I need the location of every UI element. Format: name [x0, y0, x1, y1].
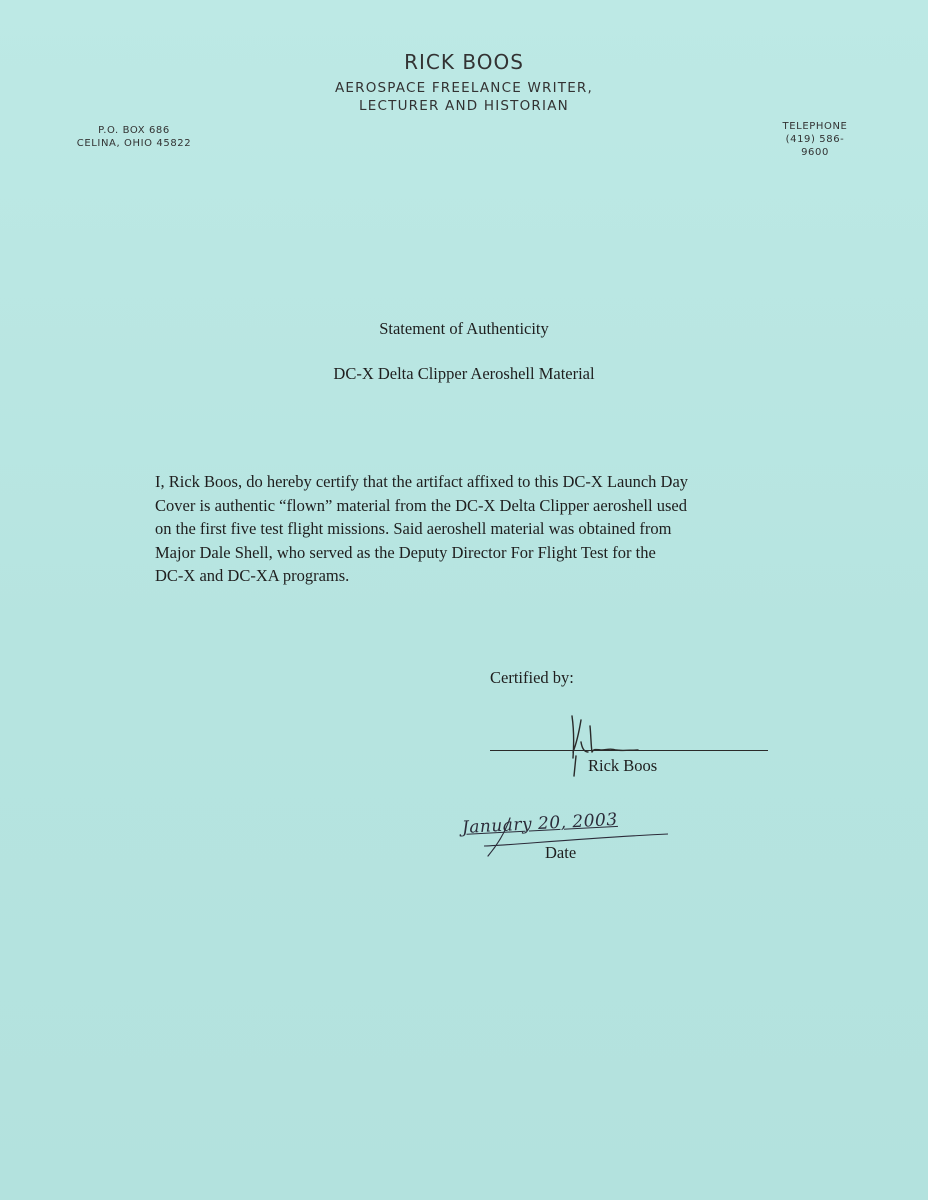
letterhead-name: RICK BOOS: [404, 50, 524, 74]
document-subtitle: DC-X Delta Clipper Aeroshell Material: [333, 364, 595, 383]
certification-paragraph: [155, 470, 795, 588]
letterhead-address: [72, 124, 196, 150]
paragraph-line: Cover is authentic “flown” material from the DC-X Delta Clipper aeroshell used: [155, 495, 687, 515]
paragraph-line: DC-X and DC-XA programs.: [155, 566, 350, 585]
certified-by-label: Certified by:: [490, 668, 574, 687]
handwritten-date: January 20, 2003: [461, 809, 619, 838]
document-title: Statement of Authenticity: [379, 319, 549, 338]
letterhead-telephone: [772, 120, 858, 159]
address-line1: P.O. BOX 686: [98, 125, 170, 136]
letterhead-occupation-line2: LECTURER AND HISTORIAN: [359, 98, 569, 114]
paragraph-line: I, Rick Boos, do hereby certify that the artifact affixed to this DC-X Launch Day: [155, 472, 689, 491]
paragraph-line: Major Dale Shell, who served as the Deputy Director For Flight Test for the: [155, 542, 656, 562]
date-label: Date: [545, 843, 577, 862]
telephone-label: TELEPHONE: [782, 121, 848, 132]
paragraph-line: on the first five test flight missions. Said aeroshell material was obtained from: [155, 519, 672, 538]
telephone-number: (419) 586-9600: [785, 134, 845, 158]
signer-name: Rick Boos: [588, 756, 658, 775]
address-line2: CELINA, OHIO 45822: [76, 138, 192, 149]
letterhead-occupation-line1: AEROSPACE FREELANCE WRITER,: [334, 80, 594, 96]
